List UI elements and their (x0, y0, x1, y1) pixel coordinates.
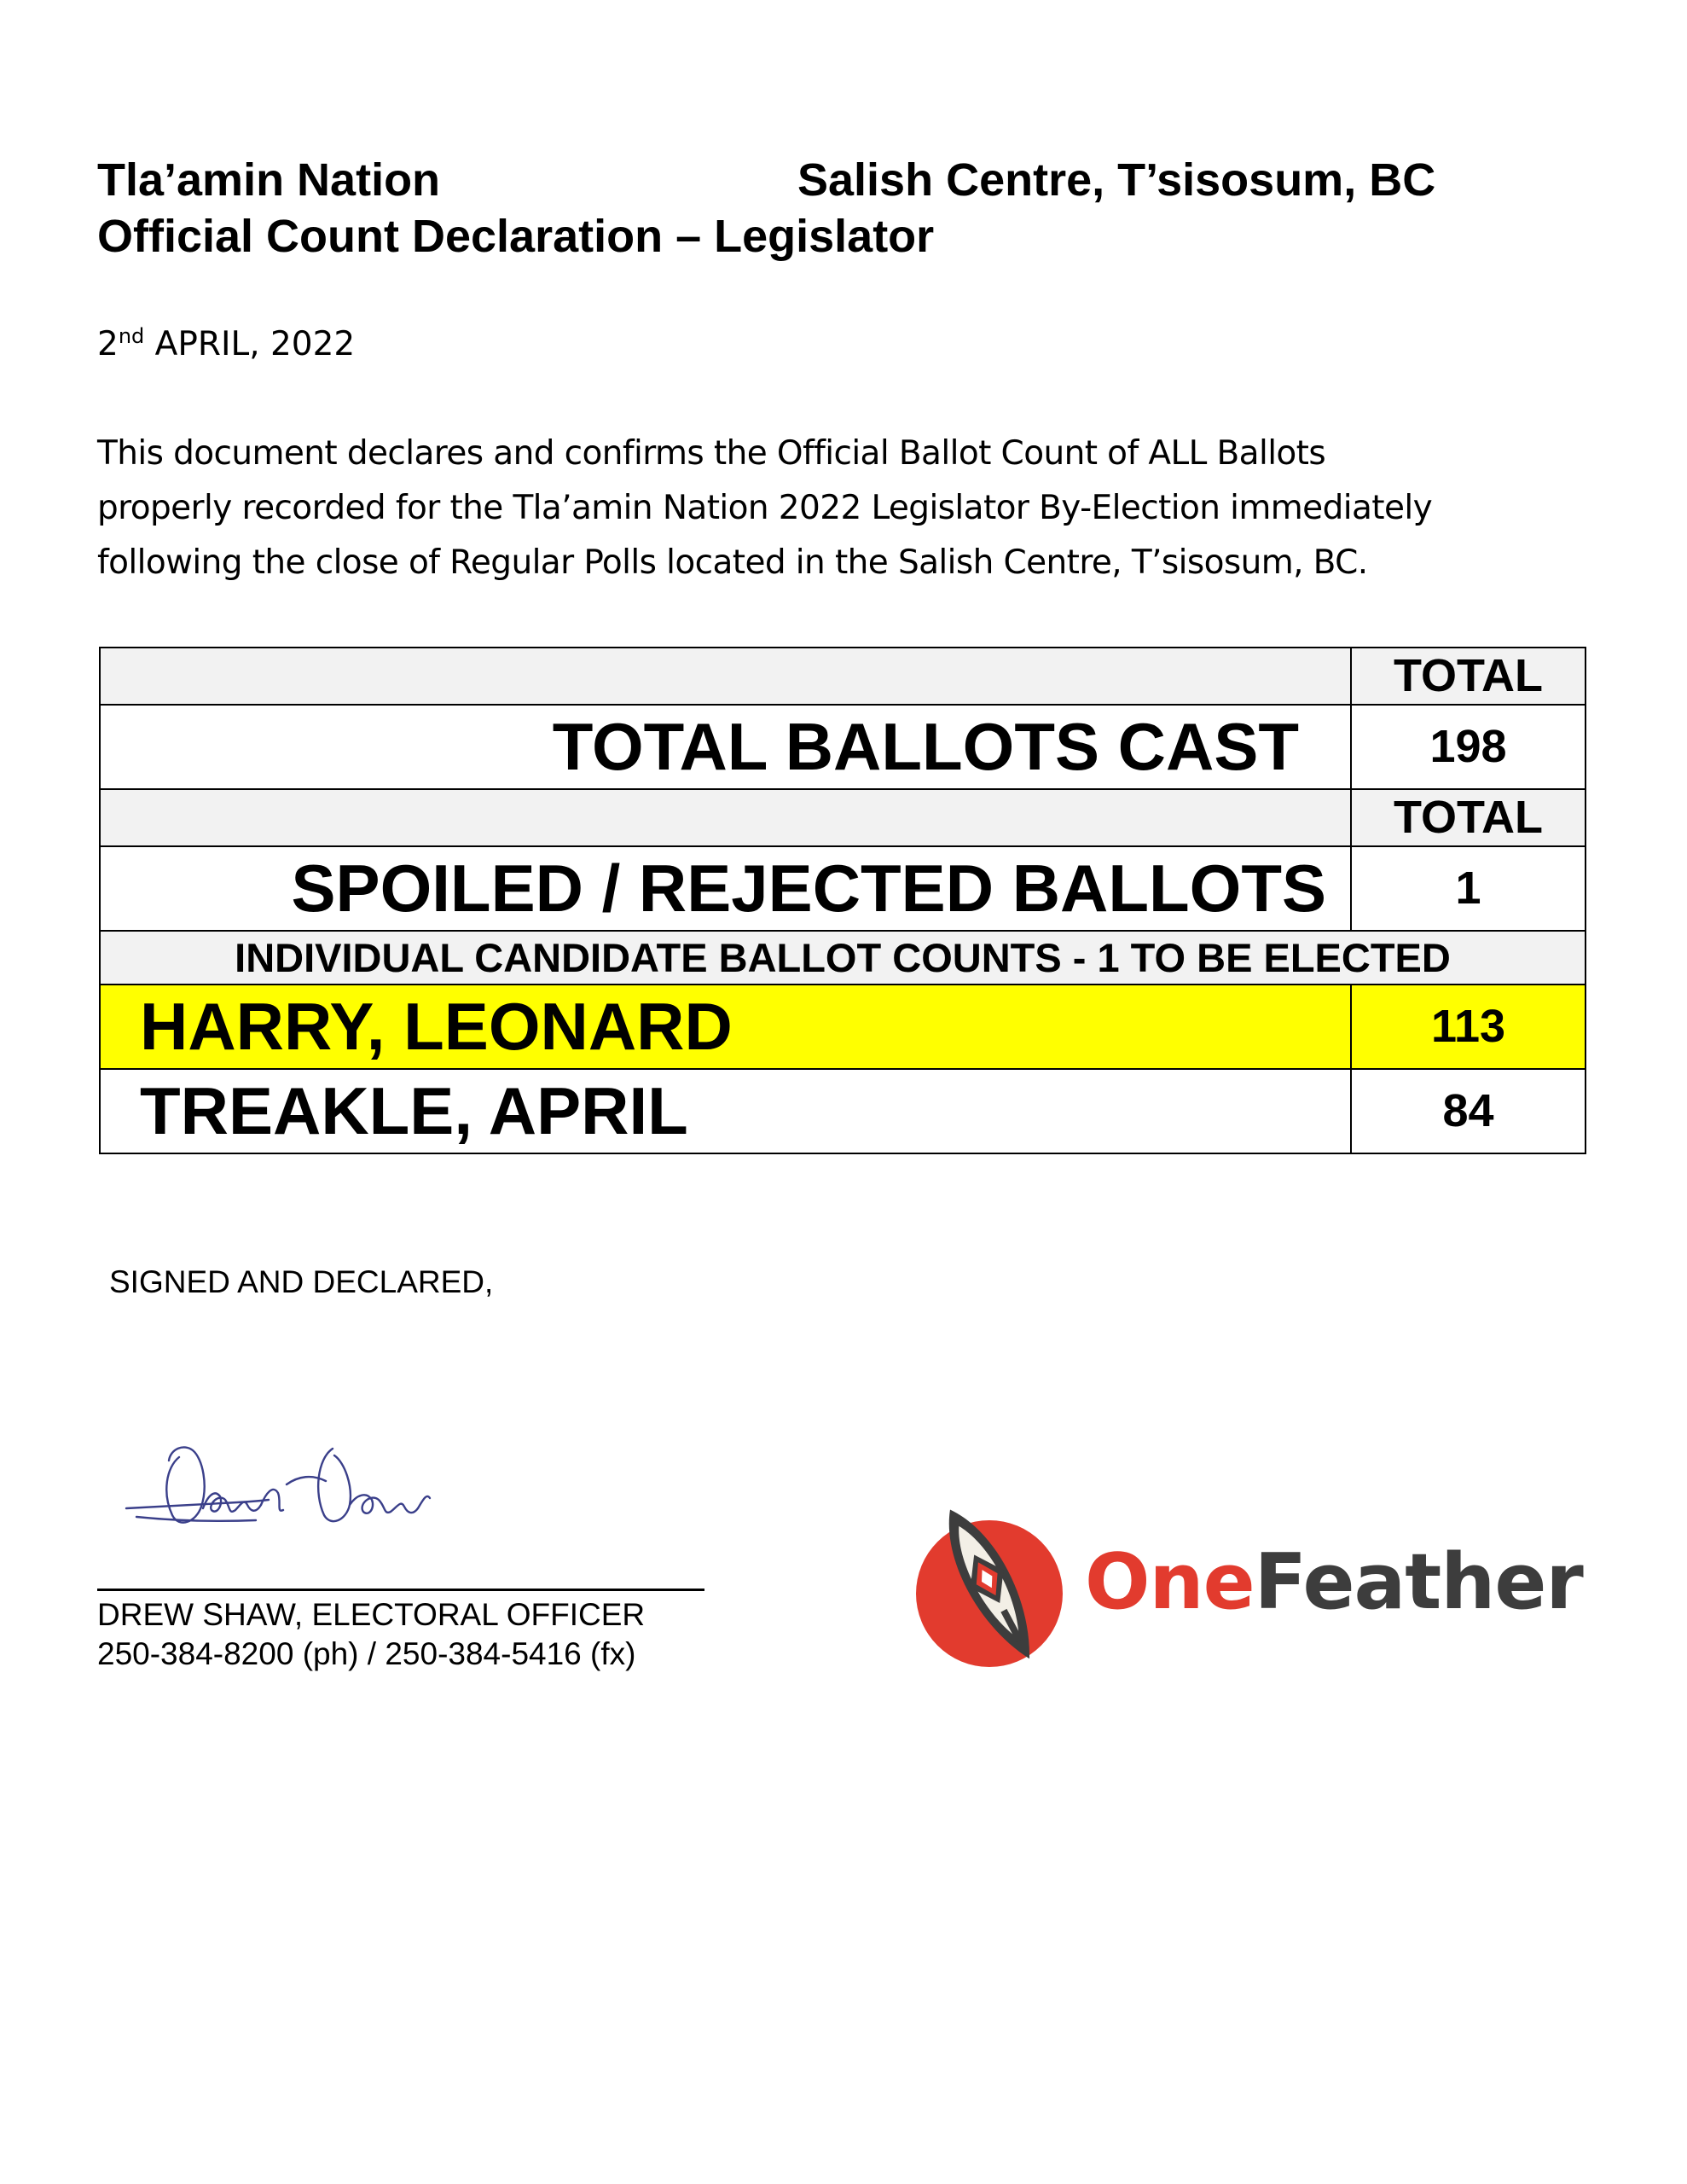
date-rest: APRIL, 2022 (144, 325, 356, 363)
onefeather-logo-icon (904, 1490, 1075, 1677)
blank-header-cell (100, 648, 1351, 705)
ballots-cast-label: TOTAL BALLOTS CAST (100, 705, 1351, 789)
total-header: TOTAL (1351, 648, 1586, 705)
signature-image (119, 1433, 443, 1544)
ballots-cast-value: 198 (1351, 705, 1586, 789)
contact-phone-fax: 250-384-8200 (ph) / 250-384-5416 (fx) (97, 1636, 636, 1671)
total-header: TOTAL (1351, 789, 1586, 846)
declaration-date (97, 324, 356, 363)
total-header-row (100, 648, 1586, 705)
candidate-counts-header: INDIVIDUAL CANDIDATE BALLOT COUNTS - 1 TO BE ELECTED (100, 931, 1586, 985)
nation-name: Tla’amin Nation (97, 154, 441, 206)
total-header-row (100, 789, 1586, 846)
document-title: Official Count Declaration – Legislator (97, 211, 935, 262)
candidate-row (100, 1069, 1586, 1153)
signed-declared-text: SIGNED AND DECLARED, (109, 1264, 494, 1299)
candidate-votes: 84 (1351, 1069, 1586, 1153)
blank-header-cell (100, 789, 1351, 846)
location: Salish Centre, T’sisosum, BC (797, 154, 1436, 206)
signature-line (97, 1589, 704, 1591)
candidate-counts-header-row (100, 931, 1586, 985)
statement-line: properly recorded for the Tla’amin Nation 2022 Legislator By-Election immediately (97, 489, 1433, 527)
results-table (99, 647, 1586, 1154)
candidate-name: TREAKLE, APRIL (100, 1069, 1351, 1153)
date-suffix: nd (118, 324, 145, 348)
statement-line: This document declares and confirms the Official Ballot Count of ALL Ballots (97, 434, 1326, 473)
statement-line: following the close of Regular Polls located in the Salish Centre, T’sisosum, BC. (97, 543, 1368, 582)
onefeather-wordmark (1085, 1537, 1583, 1627)
candidate-votes: 113 (1351, 985, 1586, 1069)
electoral-officer-name: DREW SHAW, ELECTORAL OFFICER (97, 1597, 646, 1632)
spoiled-ballots-row (100, 846, 1586, 931)
wordmark-one: One (1085, 1537, 1255, 1627)
wordmark-feather: Feather (1254, 1537, 1583, 1627)
spoiled-ballots-label: SPOILED / REJECTED BALLOTS (100, 846, 1351, 931)
ballots-cast-row (100, 705, 1586, 789)
date-day: 2 (97, 325, 119, 363)
spoiled-ballots-value: 1 (1351, 846, 1586, 931)
candidate-name: HARRY, LEONARD (100, 985, 1351, 1069)
candidate-row (100, 985, 1586, 1069)
